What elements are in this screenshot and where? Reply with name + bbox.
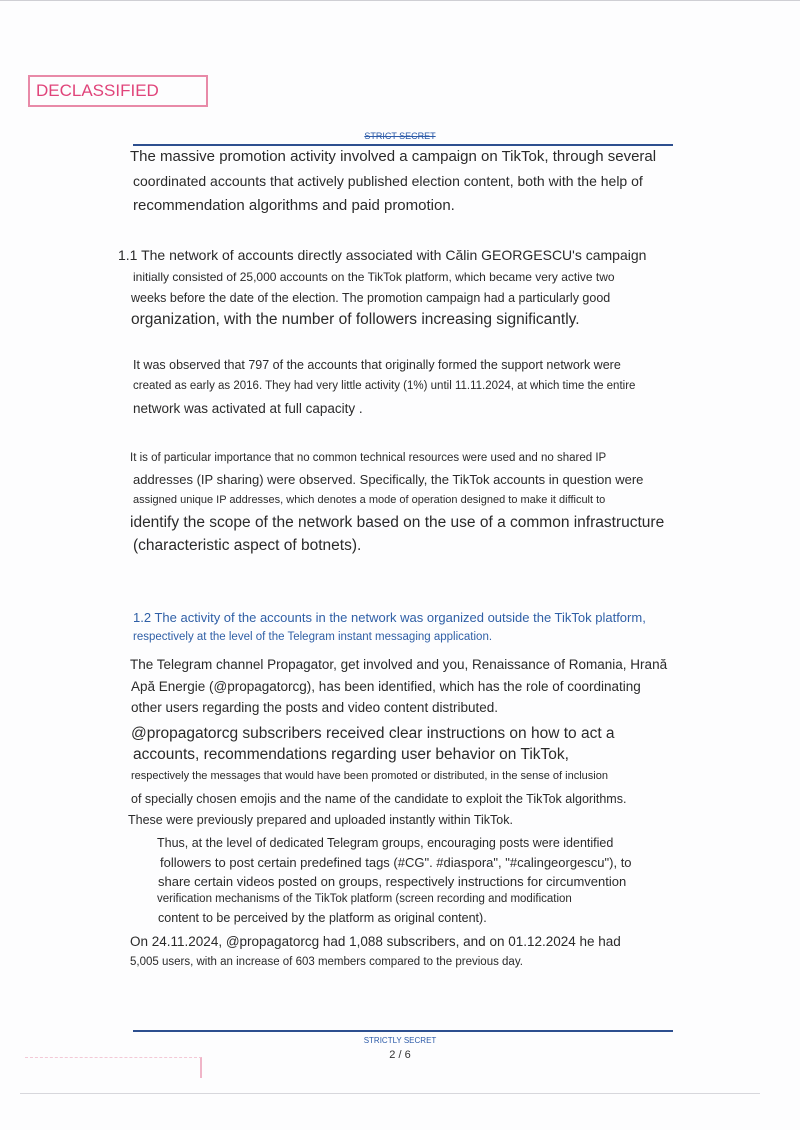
footer-classification: STRICTLY SECRET	[363, 1036, 437, 1045]
section-heading: 1.2 The activity of the accounts in the network was organized outside the TikTok platform,	[133, 610, 646, 625]
text-line: addresses (IP sharing) were observed. Specifically, the TikTok accounts in question were	[133, 472, 644, 487]
text-line: coordinated accounts that actively published election content, both with the help of	[133, 173, 643, 189]
text-line: @propagatorcg subscribers received clear instructions on how to act a	[131, 725, 615, 742]
text-line: followers to post certain predefined tags (#CG". #diaspora", "#calingeorgescu"), to	[160, 855, 632, 870]
header-rule	[133, 144, 673, 146]
text-line: recommendation algorithms and paid promotion.	[133, 197, 455, 214]
text-line: identify the scope of the network based on the use of a common infrastructure	[130, 514, 665, 531]
header-classification: STRICT SECRET	[364, 131, 436, 141]
footer-rule	[133, 1030, 673, 1032]
text-line: created as early as 2016. They had very little activity (1%) until 11.11.2024, at which time the entire	[133, 380, 636, 392]
declassified-stamp: DECLASSIFIED	[28, 75, 208, 107]
faint-stamp	[25, 1057, 202, 1078]
text-line: The Telegram channel Propagator, get involved and you, Renaissance of Romania, Hrană	[130, 657, 668, 672]
text-line: network was activated at full capacity .	[133, 401, 363, 416]
text-line: share certain videos posted on groups, respectively instructions for circumvention	[158, 874, 627, 889]
text-line: 5,005 users, with an increase of 603 members compared to the previous day.	[130, 956, 523, 968]
text-line: respectively the messages that would have been promoted or distributed, in the sense of inclusion	[131, 770, 608, 782]
text-line: (characteristic aspect of botnets).	[133, 537, 362, 554]
text-line: weeks before the date of the election. The promotion campaign had a particularly good	[131, 291, 611, 305]
text-line: assigned unique IP addresses, which denotes a mode of operation designed to make it difficult to	[133, 494, 606, 506]
text-line: These were previously prepared and uploaded instantly within TikTok.	[128, 813, 513, 827]
text-line: initially consisted of 25,000 accounts on the TikTok platform, which became very active two	[133, 270, 615, 284]
text-line: content to be perceived by the platform as original content).	[158, 911, 487, 925]
text-line: verification mechanisms of the TikTok platform (screen recording and modification	[157, 893, 572, 905]
section-heading: respectively at the level of the Telegram instant messaging application.	[133, 631, 493, 643]
text-line: Thus, at the level of dedicated Telegram groups, encouraging posts were identified	[157, 836, 614, 850]
text-line: organization, with the number of followers increasing significantly.	[131, 311, 580, 328]
text-line: It is of particular importance that no common technical resources were used and no shared IP	[130, 452, 607, 464]
text-line: The massive promotion activity involved a campaign on TikTok, through several	[130, 148, 657, 165]
text-line: 1.1 The network of accounts directly associated with Călin GEORGESCU's campaign	[118, 247, 647, 263]
text-line: Apă Energie (@propagatorcg), has been identified, which has the role of coordinating	[131, 679, 641, 694]
page-edge	[0, 0, 800, 1]
text-line: of specially chosen emojis and the name of the candidate to exploit the TikTok algorithms.	[131, 792, 627, 806]
page-edge-bottom	[20, 1093, 760, 1094]
text-line: On 24.11.2024, @propagatorcg had 1,088 subscribers, and on 01.12.2024 he had	[130, 934, 621, 949]
text-line: accounts, recommendations regarding user behavior on TikTok,	[133, 746, 569, 763]
text-line: It was observed that 797 of the accounts that originally formed the support network were	[133, 358, 621, 372]
text-line: other users regarding the posts and video content distributed.	[131, 700, 498, 715]
page-number: 2 / 6	[389, 1049, 411, 1061]
